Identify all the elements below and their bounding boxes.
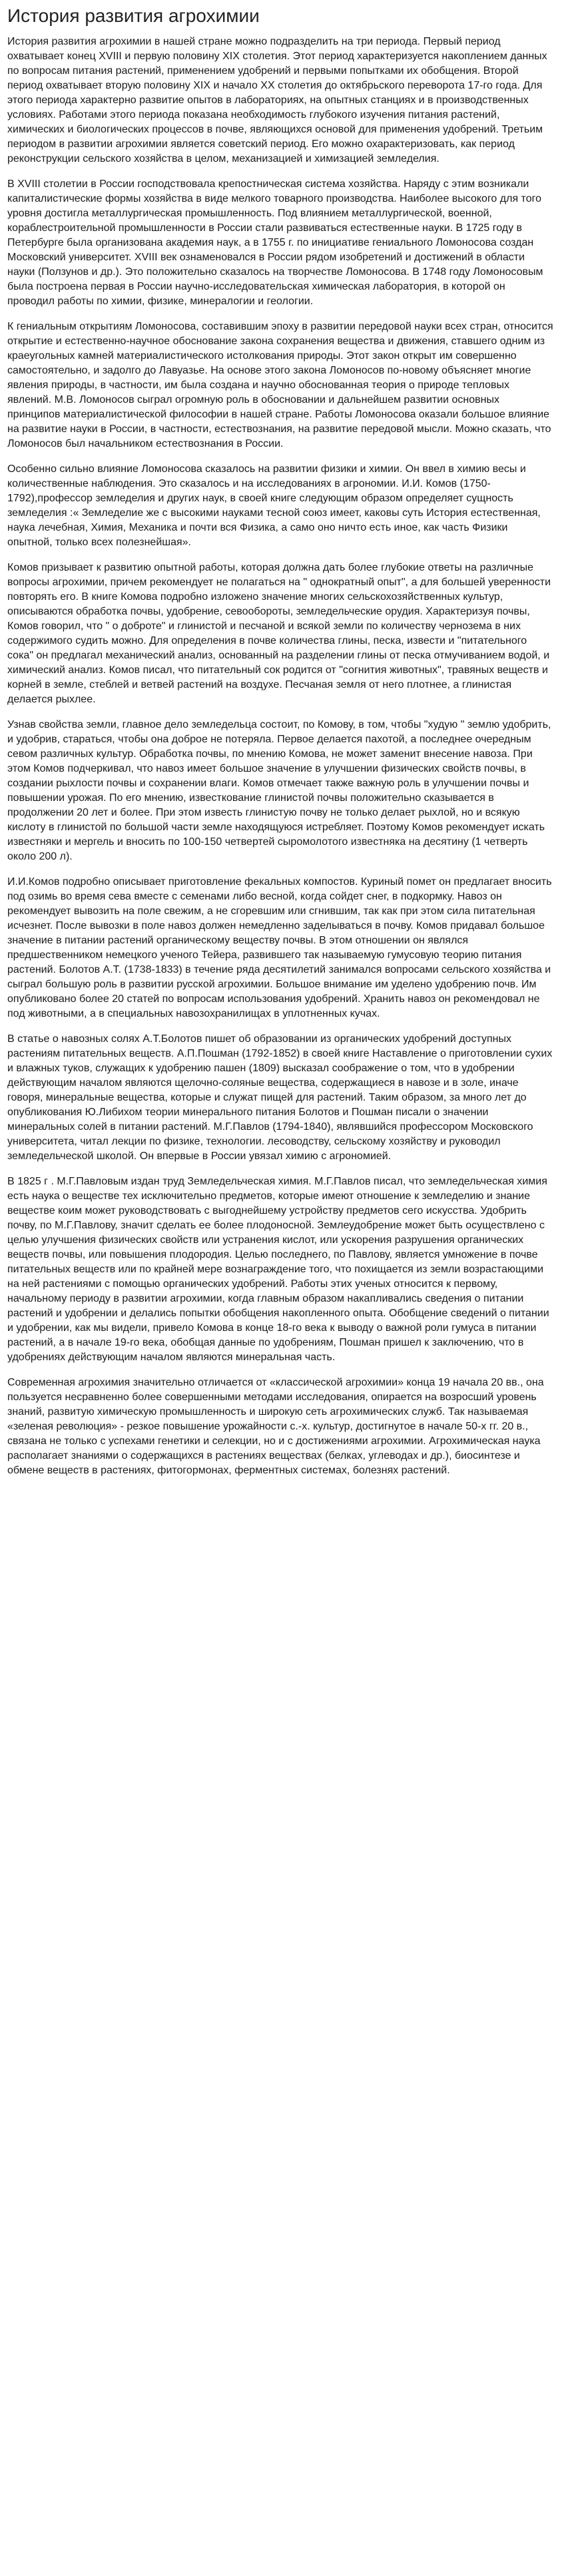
- paragraph-8: В статье о навозных солях А.Т.Болотов пишет об образовании из органических удобрений доступных растениям питательных веществ. А.П.Пошман (1792-1852) в своей книге Наставление о приготовлении сухих и влажных туков, служащих к удобрению пашен (1809) высказал соображение о том, что в удобрении действующим началом являются щелочно-соляные вещества, содержащиеся в навозе и в золе, иначе говоря, минеральные вещества, которые и служат пищей для растений. Таким образом, за много лет до опубликования Ю.Либихом теории минерального питания Болотов и Пошман писали о значении минеральных солей в питании растений. М.Г.Павлов (1794-1840), являвшийся профессором Московского университета, читал лекции по физике, технологии. лесоводству, сельскому хозяйству и руководил земледельческой школой. Он впервые в России увязал химию с агрономией.: [7, 1033, 553, 1162]
- paragraph-4: Особенно сильно влияние Ломоносова сказалось на развитии физики и химии. Он ввел в химию весы и количественные наблюдения. Это сказалось и на исследованиях в агрономии. И.И. Комов (1750-1792),профессор земледелия и других наук, в своей книге следующим образом определяет сущность земледелия :« Земледелие же с высокими науками тесной союз имеет, каковы суть История естественная, наука лечебная, Химия, Механика и почти вся Физика, а само оно ничто есть иное, как часть Физики опытной, только всех полезнейшая».: [7, 463, 541, 548]
- page-title: История развития агрохимии: [7, 5, 260, 26]
- paragraph-9: В 1825 г . М.Г.Павловым издан труд Земледельческая химия. М.Г.Павлов писал, что земледельческая химия есть наука о веществе тех исключительно предметов, которые имеют отношение к земледелию и знание веществе коим может руководствовать с выгоднейшему устройству предметов сего искусства. Удобрить почву, по М.Г.Павлову, значит сделать ее более плодоносной. Землеудобрение может быть осуществлено с целью улучшения физических свойств или устранения кислот, или ускорения разрушения органических веществ почвы, или повышения плодородия. Целью последнего, по Павлову, является умножение в почве питательных веществ или по крайней мере вознаграждение того, что похищается из земли возрастающими на ней растениями с помощью органических удобрений. Работы этих ученых относится к первому, начальному периоду в развитии агрохимии, когда главным образом накапливались сведения о питании растений и удобрении и делались попытки обобщения накопленного опыта. Обобщение сведений о питании и удобрении, как мы видели, привело Комова в конце 18-го века к выводу о важной роли гумуса в питании растений, а в начале 19-го века, обобщая данные по удобрениям, Пошман пришел к заключению, что в удобрениях действующим началом являются минеральная часть.: [7, 1176, 549, 1363]
- paragraph-2: В XVIII столетии в России господствовала крепостническая система хозяйства. Наряду с этим возникали капиталистические формы хозяйства в виде мелкого товарного производства. Наиболее высокого для того уровня достигла металлургическая промышленность. Под влиянием металлургической, военной, кораблестроительной промышленности в России стали развиваться естественные науки. В 1725 году в Петербурге была организована академия наук, а в 1755 г. по инициативе гениального Ломоносова создан Московский университет. XVIII век ознаменовался в России рядом изобретений и достижений в области науки (Ползунов и др.). Это положительно сказалось на творчестве Ломоносова. В 1748 году Ломоносовым была построена первая в России научно-исследовательская химическая лаборатория, в которой он проводил работы по химии, физике, минералогии и геологии.: [7, 178, 543, 307]
- paragraph-5: Комов призывает к развитию опытной работы, которая должна дать более глубокие ответы на различные вопросы агрохимии, причем рекомендует не полагаться на " однократный опыт", а для большей уверенности повторять его. В книге Комова подробно изложено значение многих сельскохозяйственных культур, описываются обработка почвы, удобрение, севообороты, земледельческие орудия. Характеризуя почвы, Комов говорил, что " о доброте" и глинистой и песчаной и всякой земли по количеству чернозема в них содержимого судить можно. Для определения в почве количества глины, песка, извести и "питательного сока" он предлагал механический анализ, основанный на разделении глины от песка отмучиванием водой, и химический анализ. Комов писал, что питательный сок родится от "согнития животных", травяных веществ и корней в земле, стеблей и ветвей растений на воздухе. Песчаная земля от него плотнее, а глинистая делается рыхлее.: [7, 562, 551, 705]
- paragraph-3: К гениальным открытиям Ломоносова, составившим эпоху в развитии передовой науки всех стран, относится открытие и естественно-научное обоснование закона сохранения вещества и движения, ставшего одним из краеугольных камней материалистического истолкования природы. Этот закон открыт им совершенно самостоятельно, и задолго до Лавуазье. На основе этого закона Ломоносов по-новому объясняет многие явления природы, в частности, им была создана и научно обоснованная теория о природе тепловых явлений. М.В. Ломоносов сыграл огромную роль в обосновании и дальнейшем развитии основных принципов материалистической философии в нашей стране. Работы Ломоносова оказали большое влияние на развитие науки в России, в частности, естествознания, на развитие передовой мысли. Можно сказать, что Ломоносов был начальником естествознания в России.: [7, 321, 553, 449]
- paragraph-10: Современная агрохимия значительно отличается от «классической агрохимии» конца 19 начала 20 вв., она пользуется несравненно более совершенными методами исследования, опирается на возросший уровень знаний, развитую химическую промышленность и широкую сеть агрохимических служб. Так называемая «зеленая революция» - резкое повышение урожайности с.-х. культур, достигнутое в начале 50-х гг. 20 в., связана не только с успехами генетики и селекции, но и с достижениями агрохимии. Агрохимическая наука располагает знаниями о содержащихся в растениях веществах (белках, углеводах и др.), биосинтезе и обмене веществ в растениях, фитогормонах, ферментных системах, болезнях растений.: [7, 1377, 544, 1476]
- paragraph-6: Узнав свойства земли, главное дело земледельца состоит, по Комову, в том, чтобы "худую " землю удобрить, и удобрив, стараться, чтобы она доброе не потеряла. Первое делается пахотой, а последнее очередным севом различных культур. Обработка почвы, по мнению Комова, не может заменит внесение навоза. При этом Комов подчеркивал, что навоз имеет большое значение в улучшении физических свойств почвы, в создании рыхлости почвы и сохранении влаги. Комов отмечает также важную роль в улучшении почвы и повышении урожая. По его мнению, известкование глинистой почвы положительно сказывается в продолжении 20 лет и более. При этом известь глинистую почву не только делает рыхлой, но и всякую кислоту в глинистой по большой части земле находящуюся истребляет. Поэтому Комов рекомендует искать известняки и мергель и вносить по 100-150 четвертей сыромолотого известняка на десятину (1 четверть около 200 л).: [7, 719, 551, 862]
- paragraph-7: И.И.Комов подробно описывает приготовление фекальных компостов. Куриный помет он предлагает вносить под озимь во время сева вместе с семенами либо весной, когда сойдет снег, в подкормку. Навоз он рекомендует вывозить на поле свежим, а не сгоревшим или сгнившим, так как при этом сила питательная исчезнет. После вывозки в поле навоз должен немедленно заделываться в почву. Комов придавал большое значение в питании растений органическому веществу почвы. В этом отношении он являлся предшественником немецкого ученого Тейера, развившего так называемую гумусовую теорию питания растений. Болотов А.Т. (1738-1833) в течение ряда десятилетий занимался вопросами сельского хозяйства и сыграл большую роль в развитии русской агрохимии. Большое внимание им уделено удобрению почв. Им опубликовано более 20 статей по вопросам использования удобрений. Хранить навоз он рекомендовал не под животными, а в специальных навозохранилищах в уплотненных кучах.: [7, 876, 552, 1019]
- paragraph-1: История развития агрохимии в нашей стране можно подразделить на три периода. Первый период охватывает конец XVIII и первую половину XIX столетия. Этот период характеризуется накоплением данных по вопросам питания растений, применением удобрений и первыми попытками их обобщения. Второй период охватывает вторую половину XIX и начало XX столетия до октябрьского переворота 17-го года. Для этого периода характерно развитие опытов в лабораториях, на опытных станциях и в производственных условиях. Работами этого периода показана необходимость глубокого изучения питания растений, химических и биологических процессов в почве, являющихся основой для применения удобрений. Третьим периодом в развитии агрохимии является советский период. Его можно охарактеризовать, как период реконструкции сельского хозяйства в целом, механизацией и химизацией земледелия.: [7, 36, 547, 164]
